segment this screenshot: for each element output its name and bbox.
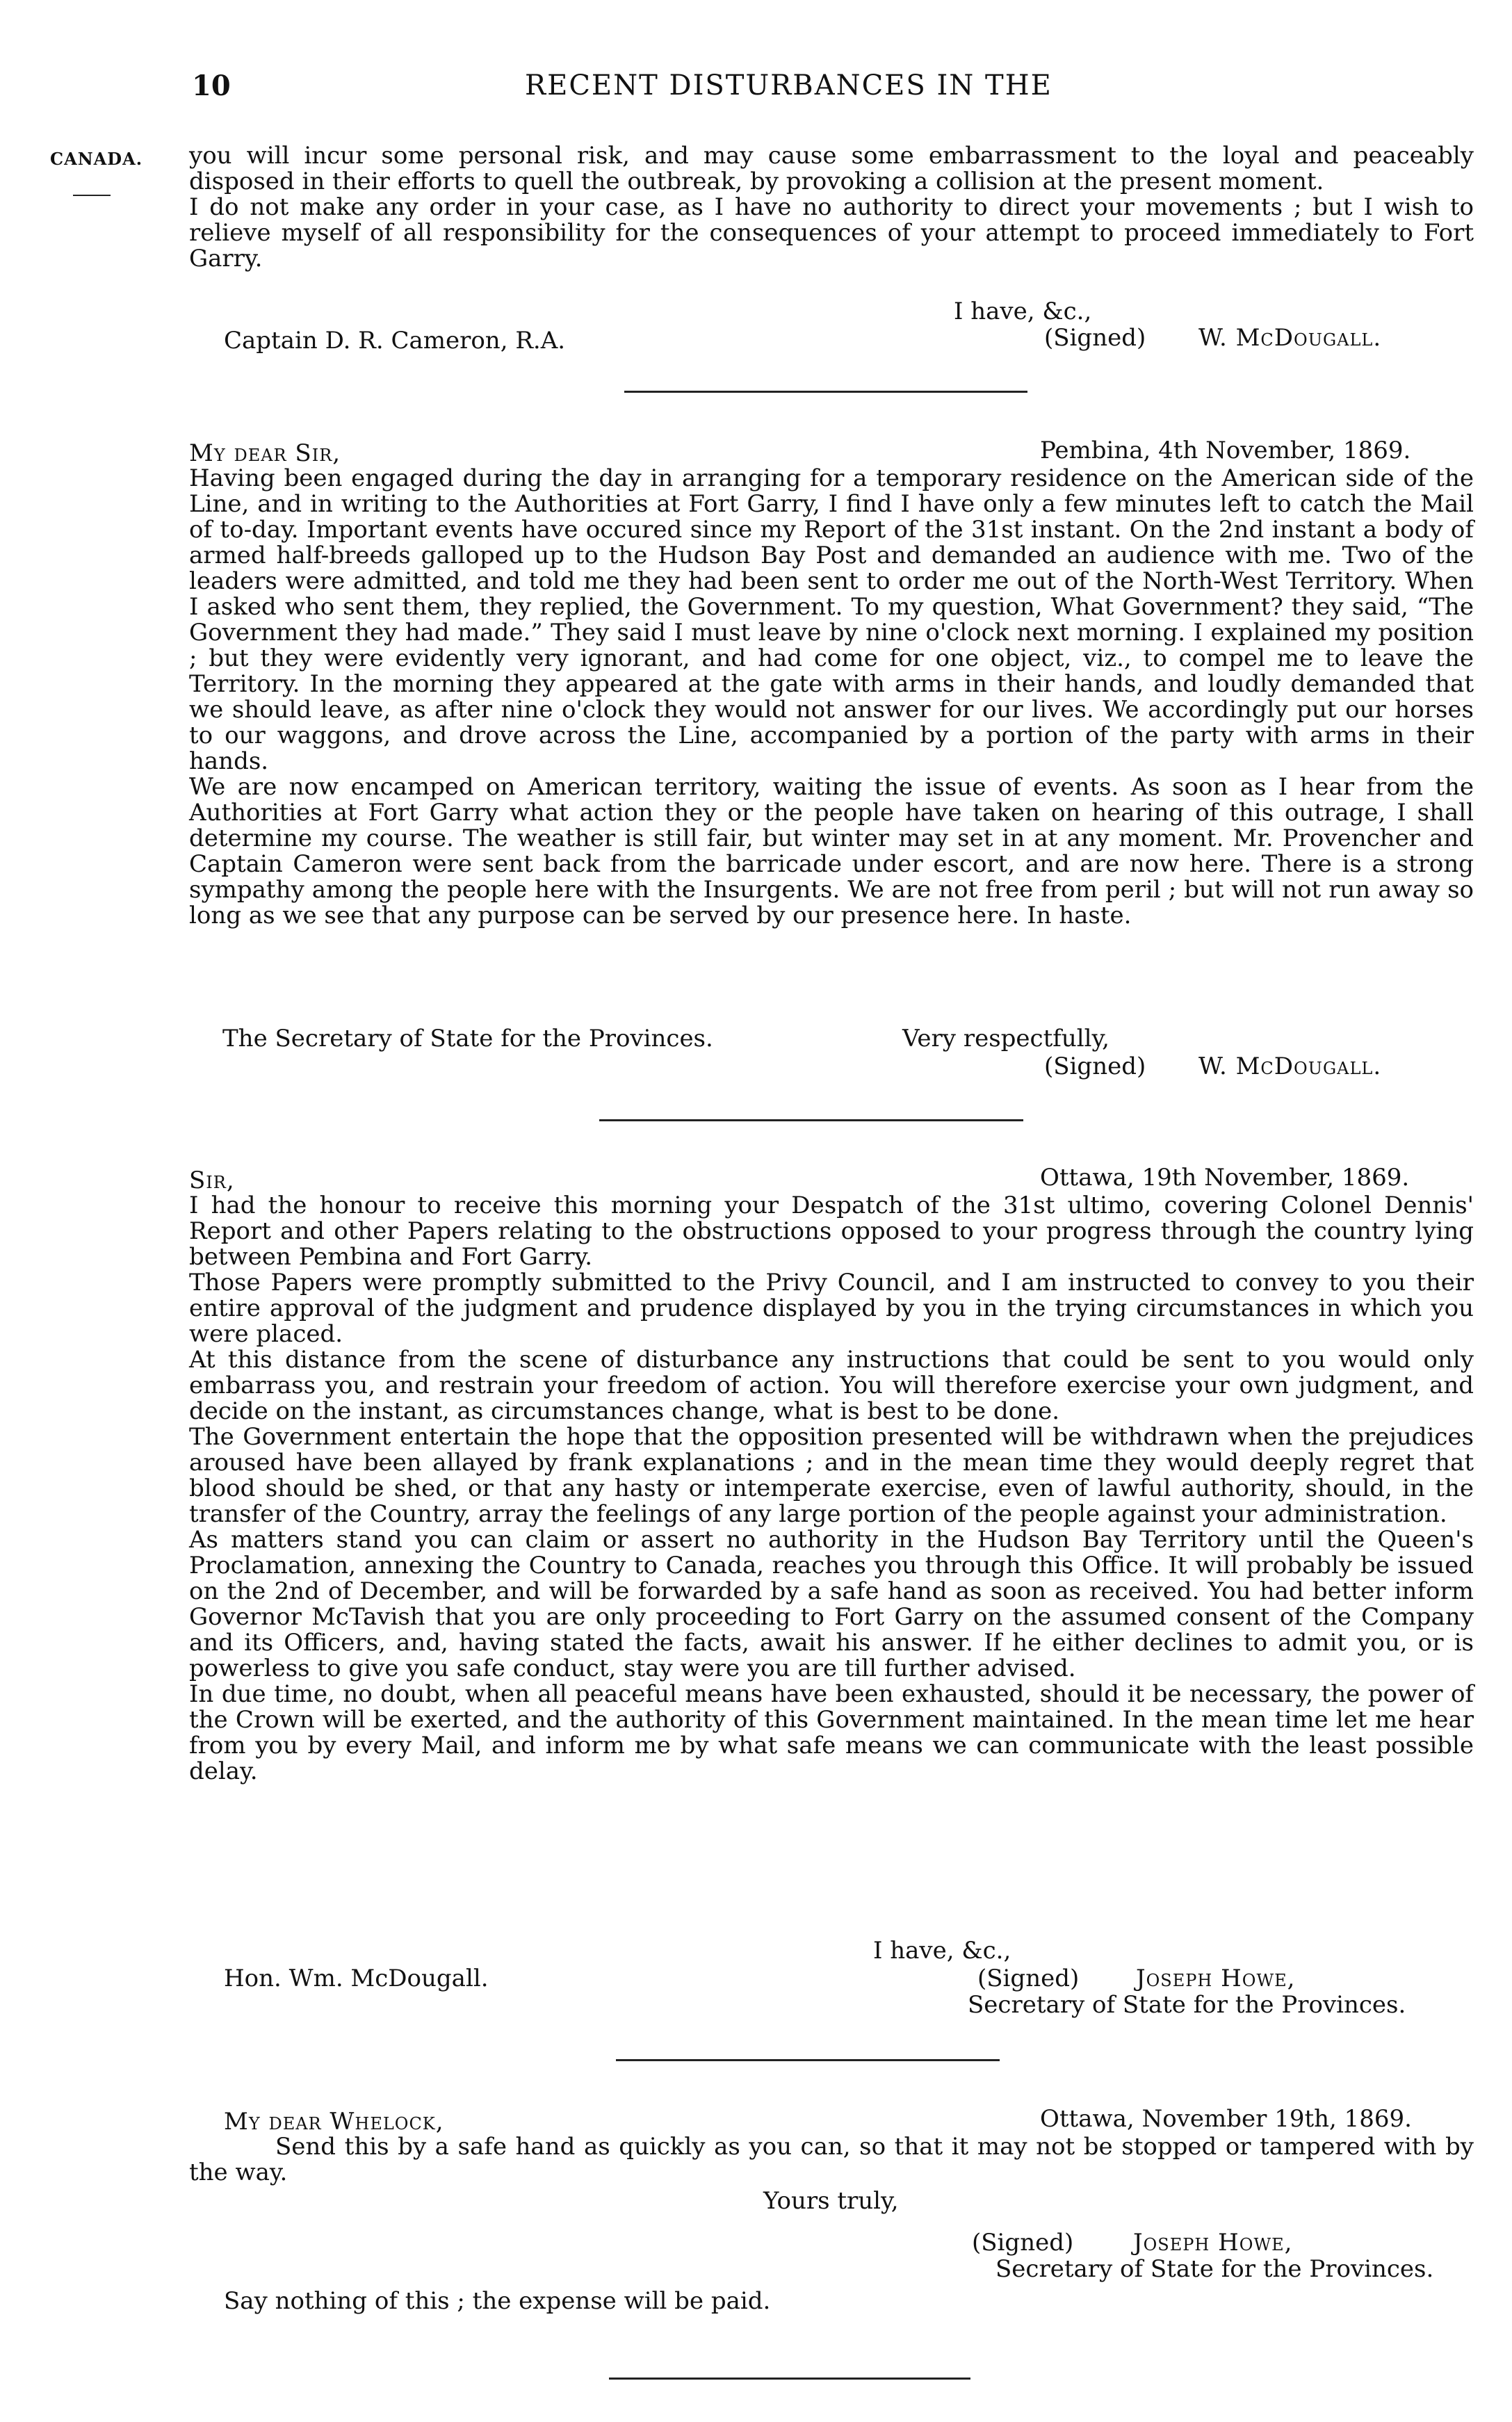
letter3-paragraph: At this distance from the scene of disturbance any instructions that could be sent to you would only embarrass you, and restrain your freedom of action. You will therefore exercise your own judgment, and decide on the instant, as circumstances change, what is best to be done. [189, 1346, 1474, 1425]
letter4-dateline: Ottawa, November 19th, 1869. [1040, 2105, 1412, 2133]
letter2-paragraph: Having been engaged during the day in arranging for a temporary residence on the American side of the Line, and in writing to the Authorities at Fort Garry, I find I have only a few minutes left to catch the Mail of to-day. Important events have occured since my Report of the 31st instant. On the 2nd instant a body of armed half-breeds galloped up to the Hudson Bay Post and demanded an audience with me. Two of the leaders were admitted, and told me they had been sent to order me out of the North-West Territory. When I asked who sent them, they replied, the Government. To my question, What Government? they said, “The Government they had made.” They said I must leave by nine o'clock next morning. I explained my position ; but they were evidently very ignorant, and had come for one object, viz., to compel me to leave the Territory. In the morning they appeared at the gate with arms in their hands, and loudly demanded that we should leave, as after nine o'clock they would not answer for our lives. We accordingly put our horses to our waggons, and drove across the Line, accompanied by a portion of the party with arms in their hands. [189, 464, 1474, 775]
letter3-salutation: Sir, [189, 1167, 235, 1194]
letter4-salutation: My dear Whelock, [224, 2108, 444, 2136]
section-divider [616, 2059, 1000, 2061]
letter1-signed: (Signed) [1044, 324, 1146, 352]
letter2-body [189, 466, 1474, 929]
letter3-paragraph: I had the honour to receive this morning your Despatch of the 31st ultimo, covering Colonel Dennis' Report and other Papers relating to the obstructions opposed to your progress through the country lying between Pembina and Fort Garry. [189, 1192, 1474, 1271]
letter3-signed: (Signed) [977, 1965, 1080, 1992]
letter1-body [189, 143, 1474, 272]
letter3-signer-title: Secretary of State for the Provinces. [968, 1991, 1406, 2019]
page-number: 10 [192, 70, 231, 102]
letter3-paragraph: The Government entertain the hope that the opposition presented will be withdrawn when the prejudices aroused have been allayed by frank explanations ; and in the mean time they would deeply regret that blood should be shed, or that any hasty or intemperate exercise, even of lawful authority, should, in the transfer of the Country, array the feelings of any large portion of the people against your administration. [189, 1423, 1474, 1528]
letter2-signed: (Signed) [1044, 1052, 1146, 1080]
letter1-paragraph: I do not make any order in your case, as I have no authority to direct your movements ; but I wish to relieve myself of all responsibility for the consequences of your attempt to proceed immediately to Fort Garry. [189, 193, 1474, 273]
letter3-paragraph: As matters stand you can claim or assert no authority in the Hudson Bay Territory until the Queen's Proclamation, annexing the Country to Canada, reaches you through this Office. It will probably be issued on the 2nd of December, and will be forwarded by a safe hand as soon as received. You had better inform Governor McTavish that you are only proceeding to Fort Garry on the assumed consent of the Company and its Officers, and, having stated the facts, await his answer. If he either declines to admit you, or is powerless to give you safe conduct, stay were you are till further advised. [189, 1526, 1474, 1682]
letter2-closing: Very respectfully, [902, 1025, 1109, 1052]
letter3-closing: I have, &c., [873, 1937, 1011, 1965]
letter1-signer: W. McDougall. [1198, 324, 1382, 352]
letter3-signer: Joseph Howe, [1136, 1965, 1296, 1992]
margin-dash [73, 195, 111, 196]
letter2-paragraph: We are now encamped on American territory, waiting the issue of events. As soon as I hear from the Authorities at Fort Garry what action they or the people have taken on hearing of this outrage, I shall determine my course. The weather is still fair, but winter may set in at any moment. Mr. Provencher and Captain Cameron were sent back from the barricade under escort, and are now here. There is a strong sympathy among the people here with the Insurgents. We are not free from peril ; but will not run away so long as we see that any purpose can be served by our presence here. In haste. [189, 773, 1474, 929]
letter3-paragraph: In due time, no doubt, when all peaceful means have been exhausted, should it be necessary, the power of the Crown will be exerted, and the authority of this Government maintained. In the mean time let me hear from you by every Mail, and inform me by what safe means we can communicate with the least possible delay. [189, 1680, 1474, 1785]
letter2-signer: W. McDougall. [1198, 1052, 1382, 1080]
letter3-body [189, 1193, 1474, 1785]
letter3-addressee: Hon. Wm. McDougall. [224, 1965, 489, 1992]
letter3-dateline: Ottawa, 19th November, 1869. [1040, 1164, 1410, 1192]
letter4-postscript: Say nothing of this ; the expense will be paid. [224, 2287, 771, 2315]
letter4-signed: (Signed) [972, 2229, 1074, 2257]
section-divider [599, 1119, 1023, 1121]
running-title: RECENT DISTURBANCES IN THE [525, 70, 1052, 101]
letter3-paragraph: Those Papers were promptly submitted to the Privy Council, and I am instructed to convey to you their entire approval of the judgment and prudence displayed by you in the trying circumstances in which you were placed. [189, 1269, 1474, 1348]
letter4-closing: Yours truly, [763, 2187, 899, 2215]
letter4-body [189, 2134, 1474, 2186]
letter4-signer: Joseph Howe, [1133, 2229, 1293, 2257]
letter2-salutation: My dear Sir, [189, 439, 341, 467]
letter1-closing: I have, &c., [954, 298, 1092, 325]
letter4-paragraph: Send this by a safe hand as quickly as you can, so that it may not be stopped or tampered with by the way. [189, 2133, 1474, 2186]
letter1-addressee: Captain D. R. Cameron, R.A. [224, 327, 566, 355]
margin-note: CANADA. [50, 149, 143, 169]
section-divider [624, 391, 1027, 393]
letter2-addressee: The Secretary of State for the Provinces. [222, 1025, 713, 1052]
section-divider [609, 2378, 970, 2380]
letter2-dateline: Pembina, 4th November, 1869. [1040, 437, 1411, 464]
letter1-paragraph: you will incur some personal risk, and may cause some embarrassment to the loyal and peaceably disposed in their efforts to quell the outbreak, by provoking a collision at the present moment. [189, 142, 1474, 195]
letter4-signer-title: Secretary of State for the Provinces. [995, 2255, 1434, 2283]
